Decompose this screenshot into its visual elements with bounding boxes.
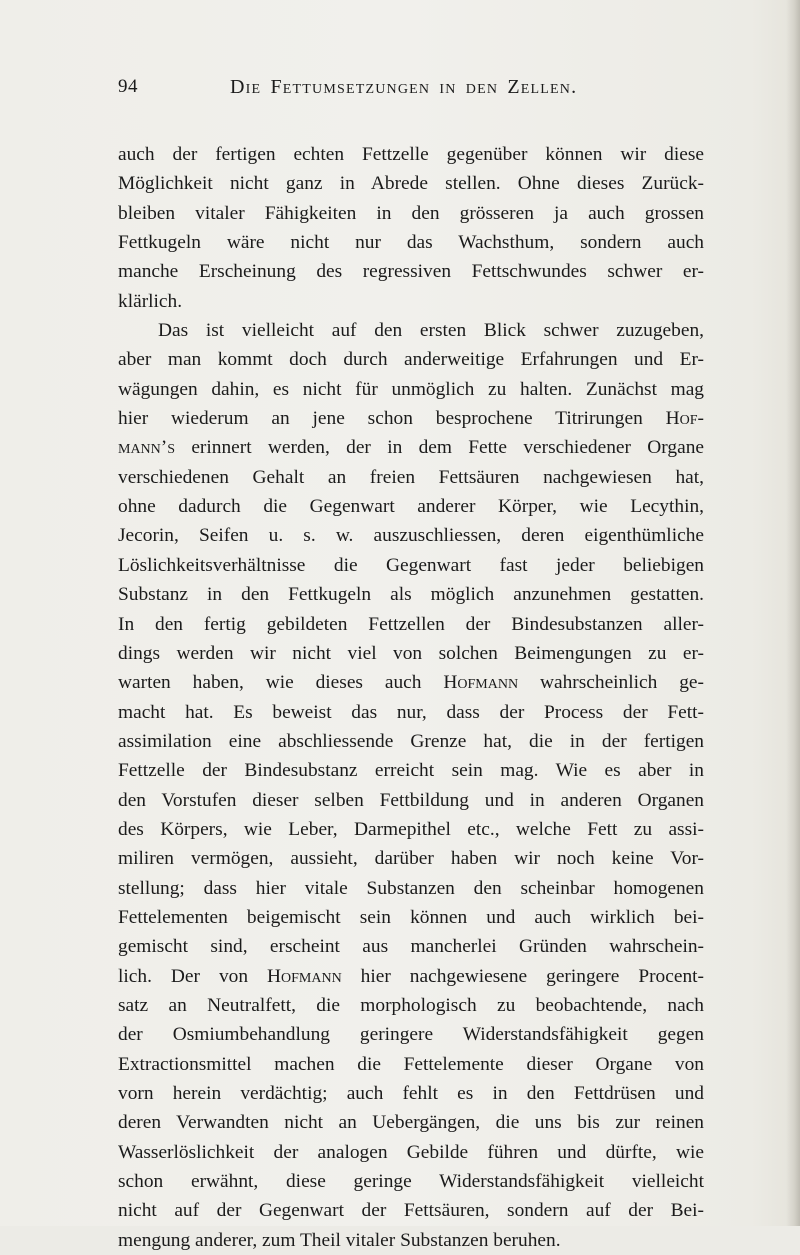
text-line: bleiben vitaler Fähigkeiten in den grösseren ja auch grossen <box>118 202 704 224</box>
page-header <box>118 76 678 106</box>
text-line: Löslichkeitsverhältnisse die Gegenwart fast jeder beliebigen <box>118 554 704 576</box>
text-line: gemischt sind, erscheint aus mancherlei Gründen wahrschein- <box>118 936 704 958</box>
page-number: 94 <box>118 76 138 97</box>
text-line: Wasserlöslichkeit der analogen Gebilde führen und dürfte, wie <box>118 1141 704 1163</box>
text-line: auch der fertigen echten Fettzelle gegenüber können wir diese <box>118 144 704 165</box>
author-name: Hofmann <box>443 672 519 694</box>
text-line: Fettelementen beigemischt sein können und auch wirklich bei- <box>118 906 704 928</box>
running-title: Die Fettumsetzungen in den Zellen. <box>230 76 578 98</box>
text-line: Möglichkeit nicht ganz in Abrede stellen. Ohne dieses Zurück- <box>118 173 704 195</box>
text-line: des Körpers, wie Leber, Darmepithel etc., welche Fett zu assi- <box>118 818 704 840</box>
text-line: Fettzelle der Bindesubstanz erreicht sein mag. Wie es aber in <box>118 760 704 782</box>
text-line: lich. Der von Hofmann hier nachgewiesene geringere Procent- <box>118 965 705 987</box>
text-line: macht hat. Es beweist das nur, dass der Process der Fett- <box>118 701 704 723</box>
text-line: aber man kommt doch durch anderweitige Erfahrungen und Er- <box>118 349 704 371</box>
text-line: deren Verwandten nicht an Uebergängen, die uns bis zur reinen <box>118 1112 704 1134</box>
hofmann-line-before: hier wiederum an jene schon besprochene Titrirungen <box>118 408 666 430</box>
page-edge-shadow <box>786 0 800 1226</box>
text-line: verschiedenen Gehalt an freien Fettsäuren nachgewiesen hat, <box>118 466 704 488</box>
text-line: warten haben, wie dieses auch Hofmann wahrscheinlich ge- <box>118 672 704 694</box>
text-line: mengung anderer, zum Theil vitaler Substanzen beruhen. <box>118 1229 561 1251</box>
text-line: assimilation eine abschliessende Grenze hat, die in der fertigen <box>118 730 704 752</box>
text-line: wägungen dahin, es nicht für unmöglich zu halten. Zunächst mag <box>118 378 704 400</box>
text-line-hofmann-split <box>118 404 704 433</box>
text-line: dings werden wir nicht viel von solchen Beimengungen zu er- <box>118 642 704 664</box>
text-line: den Vorstufen dieser selben Fettbildung und in anderen Organen <box>118 789 704 811</box>
author-name-hof: Hof- <box>665 408 704 430</box>
paragraph-start-line: Das ist vielleicht auf den ersten Blick schwer zuzugeben, <box>158 320 704 342</box>
text-line: stellung; dass hier vitale Substanzen den scheinbar homogenen <box>118 877 704 899</box>
text-line: Jecorin, Seifen u. s. w. auszuschliessen, deren eigenthümliche <box>118 525 704 547</box>
text-line: Extractionsmittel machen die Fettelemente dieser Organe von <box>118 1053 704 1075</box>
text-line: manche Erscheinung des regressiven Fettschwundes schwer er- <box>118 261 704 283</box>
text-line: Substanz in den Fettkugeln als möglich anzunehmen gestatten. <box>118 584 704 606</box>
body-text <box>118 140 704 1255</box>
text-line: nicht auf der Gegenwart der Fettsäuren, sondern auf der Bei- <box>118 1200 704 1222</box>
text-line: satz an Neutralfett, die morphologisch zu beobachtende, nach <box>118 994 704 1016</box>
author-name-mann: mann’s <box>118 437 176 459</box>
author-name: Hofmann <box>267 965 342 987</box>
text-line: der Osmiumbehandlung geringere Widerstandsfähigkeit gegen <box>118 1024 704 1046</box>
text-line: ohne dadurch die Gegenwart anderer Körper, wie Lecythin, <box>118 496 704 518</box>
text-line: vorn herein verdächtig; auch fehlt es in den Fettdrüsen und <box>118 1083 704 1104</box>
text-line: Fettkugeln wäre nicht nur das Wachsthum, sondern auch <box>118 232 704 254</box>
text-line: schon erwähnt, diese geringe Widerstandsfähigkeit vielleicht <box>118 1171 704 1193</box>
text-line: mann’s erinnert werden, der in dem Fette verschiedener Organe <box>118 437 704 459</box>
text-line: miliren vermögen, aussieht, darüber haben wir noch keine Vor- <box>118 848 704 870</box>
text-line: klärlich. <box>118 290 183 312</box>
text-line: In den fertig gebildeten Fettzellen der Bindesubstanzen aller- <box>118 613 704 635</box>
